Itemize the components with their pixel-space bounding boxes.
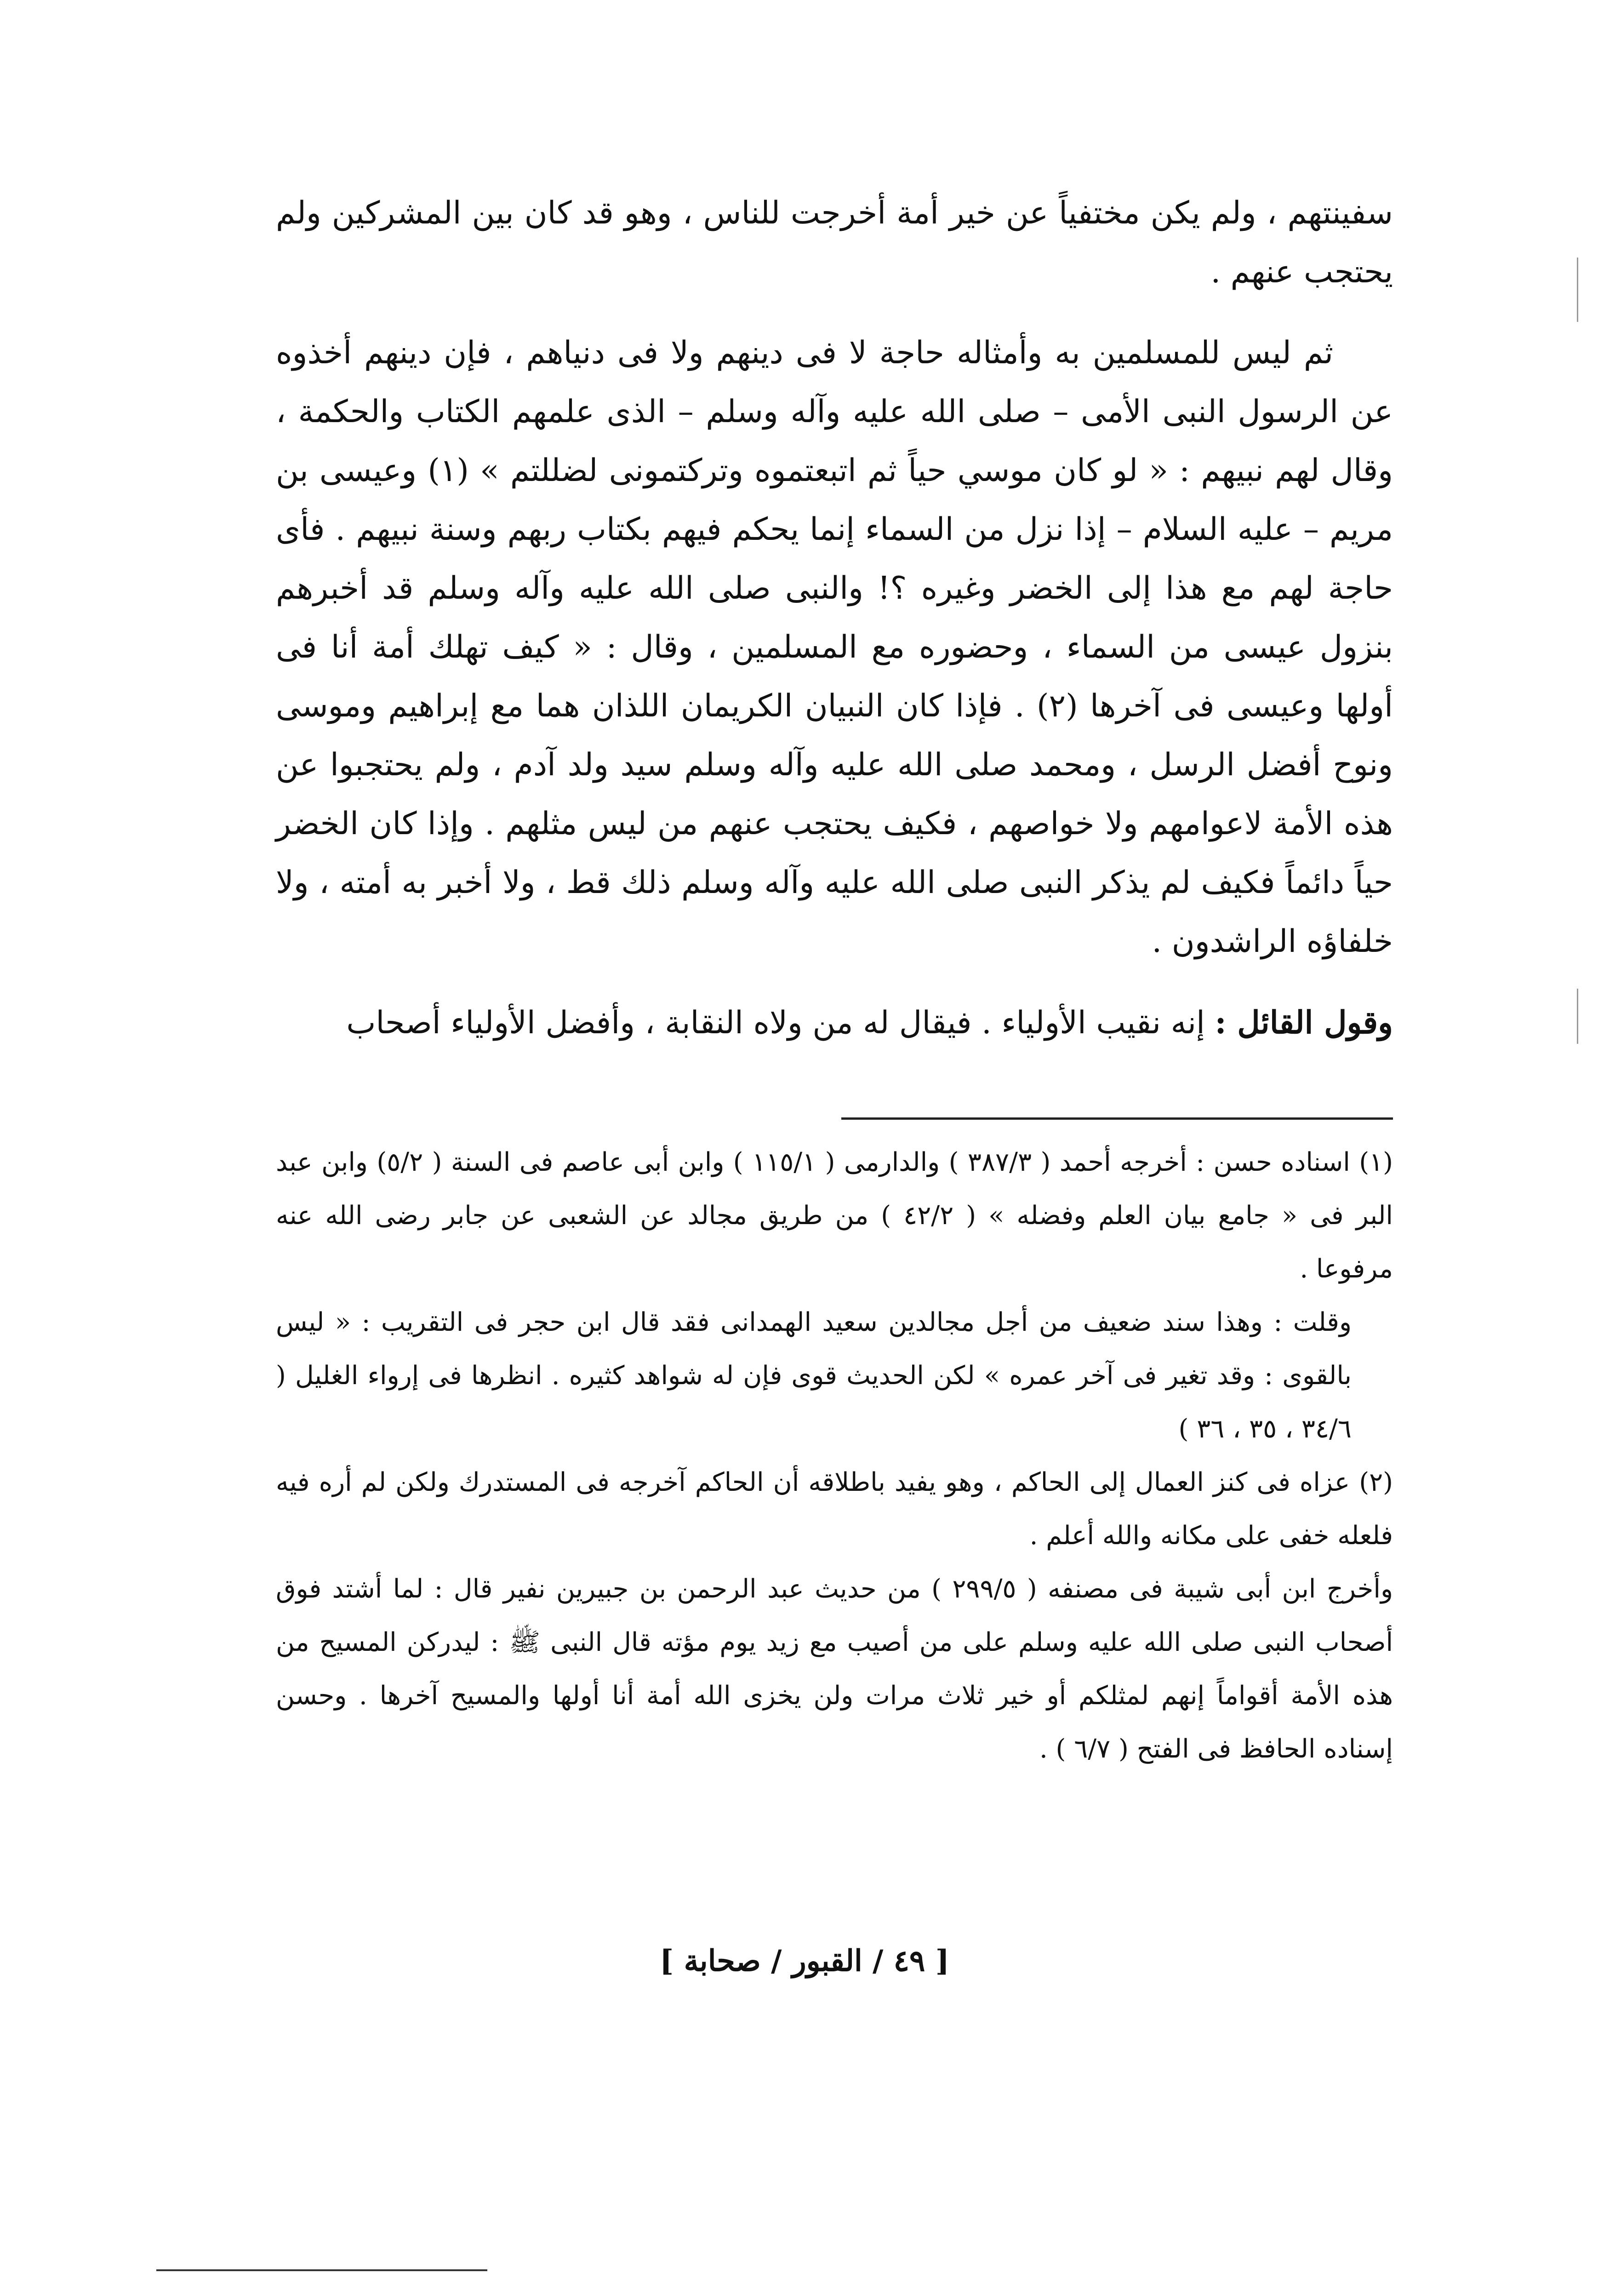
footnote-1: (١) اسناده حسن : أخرجه أحمد ( ٣٨٧/٣ ) والدارمى ( ١١٥/١ ) وابن أبى عاصم فى السنة ( ٥/٢) وابن عبد البر فى « جامع بيان العلم وفضله » ( ٤٢/٢ ) من طريق مجالد عن الشعبى عن جابر رضى الله عنه مرفوعا .: [276, 1147, 1393, 1284]
scan-artifact-mark-middle: [1577, 989, 1578, 1044]
footnote-2-note: وأخرج ابن أبى شيبة فى مصنفه ( ٢٩٩/٥ ) من حديث عبد الرحمن بن جبيرين نفير قال : لما أشتد فوق أصحاب النبى صلى الله عليه وسلم على من أصيب مع زيد يوم مؤته قال النبى ﷺ : ليدركن المسيح من هذه الأمة أقواماً إنهم لمثلكم أو خير ثلاث مرات ولن يخزى الله أمة أنا أولها والمسيح آخرها . وحسن إسناده الحافظ فى الفتح ( ٦/٧ ) .: [276, 1574, 1393, 1764]
scan-artifact-line: [156, 2269, 487, 2271]
main-text: [276, 184, 1393, 1053]
footnotes: [276, 1136, 1393, 1776]
paragraph-last: [276, 993, 1393, 1053]
footnote-2: (٢) عزاه فى كنز العمال إلى الحاكم ، وهو يفيد باطلاقه أن الحاكم آخرجه فى المستدرك ولكن لم أره فيه فلعله خفى على مكانه والله أعلم .: [276, 1467, 1393, 1551]
footnote-1-note: وقلت : وهذا سند ضعيف من أجل مجالدين سعيد الهمدانى فقد قال ابن حجر فى التقريب : « ليس بالقوى : وقد تغير فى آخر عمره » لكن الحديث قوى فإن له شواهد كثيره . انظرها فى إرواء الغليل ( ٣٤/٦ ، ٣٥ ، ٣٦ ): [276, 1307, 1352, 1444]
paragraph-rest: إنه نقيب الأولياء . فيقال له من ولاه النقابة ، وأفضل الأولياء أصحاب: [346, 1005, 1205, 1041]
page-label: [ ٤٩ / القبور / صحابة ]: [660, 1944, 949, 1978]
paragraph-lead: وقول القائل :: [1215, 1004, 1393, 1041]
paragraph-khidr: ثم ليس للمسلمين به وأمثاله حاجة لا فى دينهم ولا فى دنياهم ، فإن دينهم أخذوه عن الرسول النبى الأمى – صلى الله عليه وآله وسلم – الذى علمهم الكتاب والحكمة ، وقال لهم نبيهم : « لو كان موسي حياً ثم اتبعتموه وتركتمونى لضللتم » (١) وعيسى بن مريم – عليه السلام – إذا نزل من السماء إنما يحكم فيهم بكتاب ربهم وسنة نبيهم . فأى حاجة لهم مع هذا إلى الخضر وغيره ؟! والنبى صلى الله عليه وآله وسلم قد أخبرهم بنزول عيسى من السماء ، وحضوره مع المسلمين ، وقال : « كيف تهلك أمة أنا فى أولها وعيسى فى آخرها (٢) . فإذا كان النبيان الكريمان اللذان هما مع إبراهيم وموسى ونوح أفضل الرسل ، ومحمد صلى الله عليه وآله وسلم سيد ولد آدم ، ولم يحتجبوا عن هذه الأمة لاعوامهم ولا خواصهم ، فكيف يحتجب عنهم من ليس مثلهم . وإذا كان الخضر حياً دائماً فكيف لم يذكر النبى صلى الله عليه وآله وسلم ذلك قط ، ولا أخبر به أمته ، ولا خلفاؤه الراشدون .: [276, 335, 1393, 960]
scan-artifact-mark-top: [1577, 258, 1578, 322]
paragraph-continuation: سفينتهم ، ولم يكن مختفياً عن خير أمة أخرجت للناس ، وهو قد كان بين المشركين ولم يحتجب عنهم .: [276, 195, 1393, 290]
footnote-separator: [841, 1117, 1393, 1120]
